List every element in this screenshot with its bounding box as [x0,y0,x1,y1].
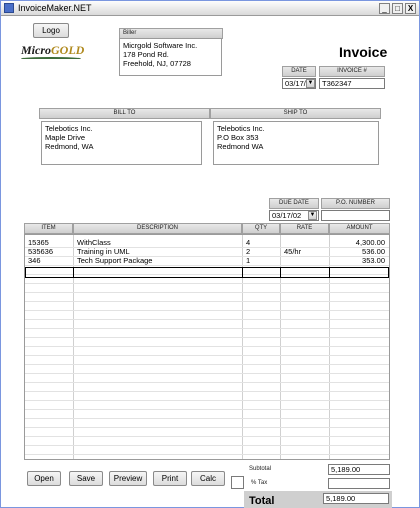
grid-row-line [25,418,389,419]
description-cell: Tech Support Package [77,257,153,265]
ship-to-line: Redmond WA [217,142,264,151]
edit-row-divider [329,268,330,277]
tax-label: % Tax [251,480,268,486]
edit-row-divider [242,268,243,277]
grid-row-line [25,454,389,455]
grid-row-line [25,391,389,392]
grid-row-line [25,409,389,410]
minimize-button[interactable]: _ [379,3,390,14]
date-label: DATE [282,66,316,77]
logo-button[interactable]: Logo [33,23,69,38]
title-bar[interactable] [1,1,419,16]
column-header-amount[interactable]: AMOUNT [329,223,390,234]
tax-field[interactable] [328,478,390,489]
grid-row-line [25,292,389,293]
logo-text-gold: GOLD [51,43,85,57]
bill-to-line: Telebotics Inc. [45,124,93,133]
column-header-description[interactable]: DESCRIPTION [73,223,242,234]
grid-row-line [25,319,389,320]
grid-row-line [25,337,389,338]
item-cell: 346 [28,257,41,265]
ship-to-label: SHIP TO [210,108,381,119]
total-field[interactable]: 5,189.00 [323,493,389,504]
bill-to-line: Maple Drive [45,133,86,142]
description-cell: WithClass [77,239,111,247]
ship-to-line: Telebotics Inc. [217,124,265,133]
edit-row-divider [73,268,74,277]
grid-row-line [25,265,389,266]
items-grid[interactable] [24,234,390,460]
preview-button[interactable]: Preview [109,471,147,486]
total-label: Total [249,495,275,507]
column-header-item[interactable]: ITEM [24,223,73,234]
company-logo [21,43,91,63]
grid-row-line [25,445,389,446]
close-button[interactable]: X [405,3,416,14]
ship-to-line: P.O Box 353 [217,133,259,142]
due-date-dropdown-icon[interactable]: ▼ [309,212,316,218]
print-button[interactable]: Print [153,471,187,486]
new-row-editor[interactable] [25,267,389,278]
po-number-field[interactable] [321,210,390,221]
invoice-number-field[interactable]: T362347 [319,78,385,89]
logo-text-micro: Micro [21,43,51,57]
grid-row-line [25,364,389,365]
invoice-heading: Invoice [339,44,388,60]
bill-to-textbox[interactable] [41,121,202,165]
grid-row-line [25,355,389,356]
open-button[interactable]: Open [27,471,61,486]
grid-row-line [25,346,389,347]
grid-row-line [25,373,389,374]
rate-cell [284,239,324,247]
column-header-qty[interactable]: QTY [242,223,280,234]
calc-button[interactable]: Calc [191,471,225,486]
biller-label: Biller [119,28,223,39]
grid-row-line [25,301,389,302]
subtotal-label: Subtotal [249,466,272,472]
due-date-value: 03/17/02 [272,211,302,220]
invoice-number-label: INVOICE # [319,66,385,77]
app-icon [4,3,14,13]
date-dropdown-icon[interactable]: ▼ [307,80,314,86]
amount-cell: 4,300.00 [355,239,385,247]
rate-cell [284,257,324,265]
maximize-button[interactable]: □ [392,3,403,14]
subtotal-field[interactable]: 5,189.00 [328,464,390,475]
po-number-label: P.O. NUMBER [321,198,390,209]
biller-textbox[interactable] [119,38,222,76]
qty-cell: 1 [246,257,251,265]
grid-row-line [25,436,389,437]
save-button[interactable]: Save [69,471,103,486]
tax-checkbox[interactable] [231,476,244,489]
description-cell: Training in UML [77,248,130,256]
grid-row-line [25,382,389,383]
grid-row-line [25,328,389,329]
item-cell: 535636 [28,248,54,256]
biller-line: 178 Pond Rd. [123,50,169,59]
grid-row-line [25,400,389,401]
biller-line: Freehold, NJ, 07728 [123,59,191,68]
amount-cell: 353.00 [362,257,385,265]
column-header-rate[interactable]: RATE [280,223,329,234]
date-value: 03/17/ [285,79,306,88]
qty-cell: 2 [246,248,251,256]
logo-swoosh [21,57,81,60]
bill-to-label: BILL TO [39,108,210,119]
ship-to-textbox[interactable] [213,121,379,165]
rate-cell: 45/hr [284,248,302,256]
grid-row-line [25,283,389,284]
biller-line: Micrgold Software Inc. [123,41,198,50]
item-cell: 15365 [28,239,49,247]
edit-row-divider [280,268,281,277]
due-date-label: DUE DATE [269,198,319,209]
amount-cell: 536.00 [362,248,385,256]
window-title: InvoiceMaker.NET [18,3,92,13]
grid-row-line [25,310,389,311]
grid-row-line [25,427,389,428]
qty-cell: 4 [246,239,251,247]
bill-to-line: Redmond, WA [45,142,94,151]
